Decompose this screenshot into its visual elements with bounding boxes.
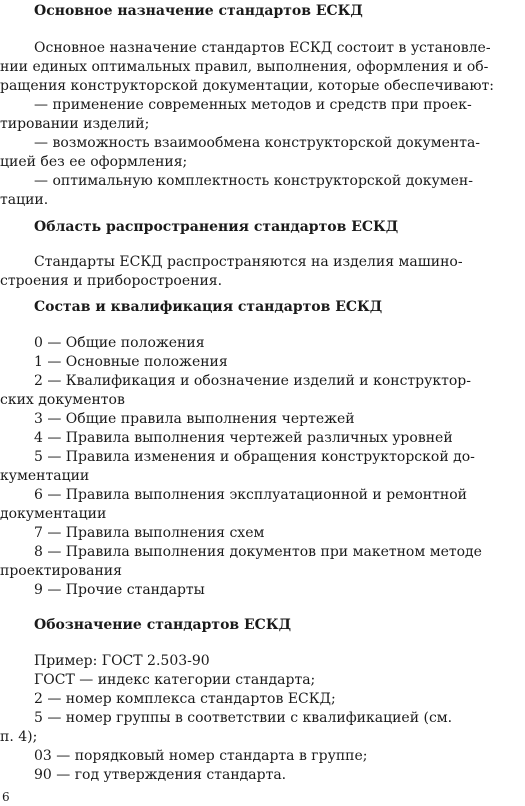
list-item: 4 — Правила выполнения чертежей различных уровней [34, 430, 453, 446]
list-item-continuation: документации [0, 506, 107, 522]
list-item: 6 — Правила выполнения эксплуатационной и ремонтной [34, 487, 467, 503]
text-line: — применение современных методов и средств при проек- [34, 97, 472, 113]
text-line: ГОСТ — индекс категории стандарта; [34, 672, 316, 688]
list-item-continuation: кументации [0, 468, 90, 484]
section-body-composition [0, 334, 521, 600]
text-line: Основное назначение стандартов ЕСКД состоит в установле- [34, 40, 491, 56]
list-item: 5 — Правила изменения и обращения конструкторской до- [34, 449, 475, 465]
section-heading-designation: Обозначение стандартов ЕСКД [34, 617, 292, 633]
section-body-purpose [0, 39, 521, 210]
text-line: 90 — год утверждения стандарта. [34, 767, 287, 783]
list-item: 1 — Основные положения [34, 354, 228, 370]
text-line: цией без ее оформления; [0, 154, 188, 170]
text-line: ращения конструкторской документации, которые обеспечивают: [0, 78, 494, 94]
text-line: — возможность взаимообмена конструкторской документа- [34, 135, 481, 151]
text-line: п. 4); [0, 729, 38, 745]
text-line: — оптимальную комплектность конструкторской докумен- [34, 173, 473, 189]
list-item: 7 — Правила выполнения схем [34, 525, 265, 541]
example-line: Пример: ГОСТ 2.503-90 [34, 653, 210, 669]
text-line: 03 — порядковый номер стандарта в группе; [34, 748, 368, 764]
text-line: тировании изделий; [0, 116, 150, 132]
list-item: 8 — Правила выполнения документов при макетном методе [34, 544, 482, 560]
text-line: тации. [0, 192, 49, 208]
section-heading-composition: Состав и квалификация стандартов ЕСКД [34, 299, 383, 315]
list-item-continuation: ских документов [0, 392, 125, 408]
text-line: Стандарты ЕСКД распространяются на изделия машино- [34, 254, 463, 270]
page-number: 6 [2, 790, 10, 804]
list-item-continuation: проектирования [0, 563, 122, 579]
text-line: нии единых оптимальных правил, выполнения, оформления и об- [0, 59, 489, 75]
text-line: 5 — номер группы в соответствии с квалификацией (см. [34, 710, 453, 726]
list-item: 0 — Общие положения [34, 335, 205, 351]
list-item: 2 — Квалификация и обозначение изделий и конструктор- [34, 373, 471, 389]
list-item: 9 — Прочие стандарты [34, 582, 205, 598]
section-body-scope [0, 253, 521, 291]
text-line: 2 — номер комплекса стандартов ЕСКД; [34, 691, 336, 707]
text-line: строения и приборостроения. [0, 273, 223, 289]
list-item: 3 — Общие правила выполнения чертежей [34, 411, 355, 427]
section-body-designation [0, 652, 521, 785]
section-heading-scope: Область распространения стандартов ЕСКД [34, 219, 399, 235]
section-heading-purpose: Основное назначение стандартов ЕСКД [34, 3, 363, 19]
